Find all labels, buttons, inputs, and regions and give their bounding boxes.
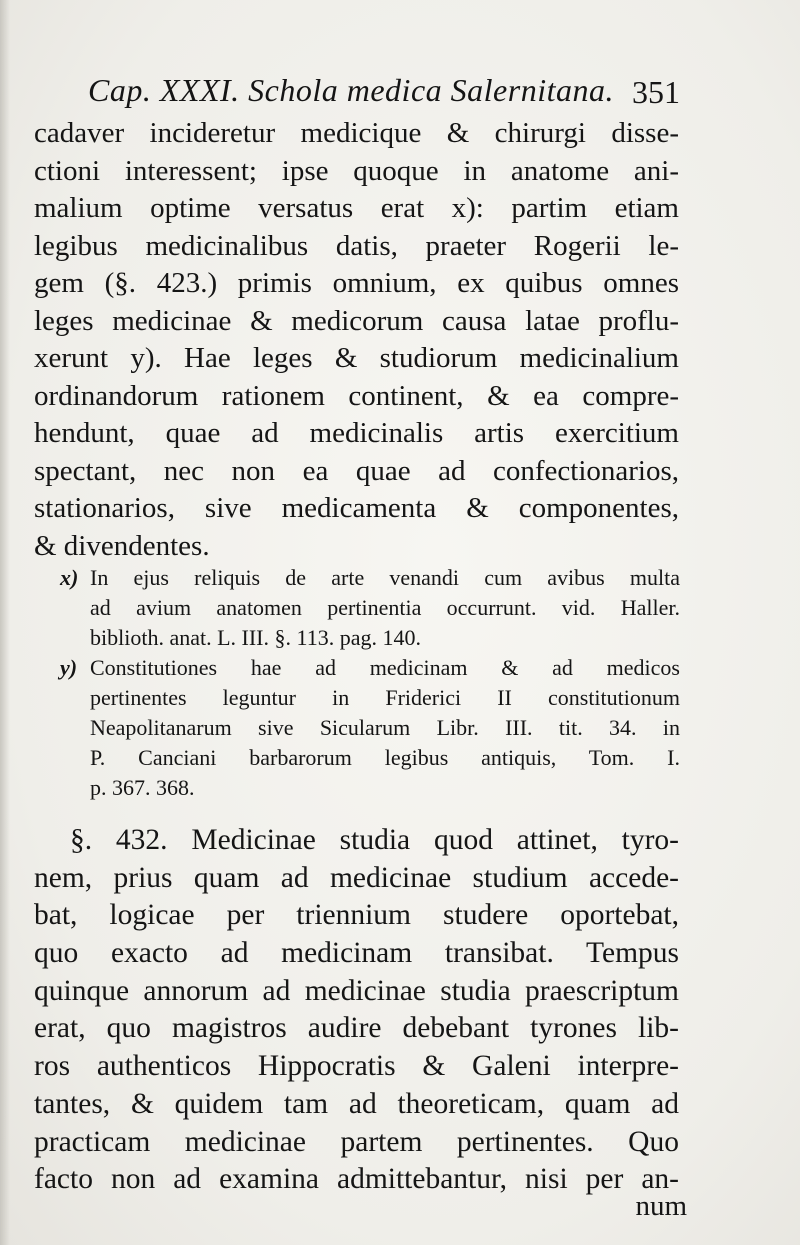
footnote-y-line	[60, 653, 680, 683]
section-line: ros authenticos Hippocratis & Galeni interpre-	[34, 1050, 679, 1083]
footnotes	[60, 563, 680, 803]
page-gutter-shadow	[0, 0, 10, 1245]
text-line: xerunt y). Hae leges & studiorum medicinalium	[34, 342, 679, 374]
section-line: erat, quo magistros audire debebant tyrones lib-	[34, 1012, 679, 1045]
section-line: practicam medicinae partem pertinentes. Quo	[34, 1125, 679, 1158]
section-line: quo exacto ad medicinam transibat. Tempus	[34, 937, 679, 970]
text-line: cadaver incideretur medicique & chirurgi disse-	[34, 117, 679, 149]
text-line: ordinandorum rationem continent, & ea compre-	[34, 379, 679, 412]
footnote-x-line: ad avium anatomen pertinentia occurrunt. vid. Haller.	[90, 595, 680, 620]
footnote-text: Constitutiones hae ad medicinam & ad medicos	[90, 655, 680, 680]
section-line: bat, logicae per triennium studere oportebat,	[34, 899, 679, 932]
text-line: ctioni interessent; ipse quoque in anatome ani-	[34, 154, 679, 187]
text-line: & divendentes.	[34, 529, 210, 562]
text-line: gem (§. 423.) primis omnium, ex quibus omnes	[34, 267, 679, 299]
text-line: malium optime versatus erat x): partim etiam	[34, 192, 679, 224]
footnote-x-line	[60, 563, 680, 593]
section-line: facto non ad examina admittebantur, nisi per an-	[34, 1163, 679, 1196]
footnote-marker: y)	[60, 655, 78, 680]
footnote-y-line: P. Canciani barbarorum legibus antiquis, Tom. I.	[90, 745, 680, 770]
footnote-y-line: pertinentes leguntur in Friderici II constitutionum	[90, 685, 680, 710]
text-line: spectant, nec non ea quae ad confectionarios,	[34, 454, 679, 487]
text-line: leges medicinae & medicorum causa latae proflu-	[34, 304, 679, 337]
section-line: tantes, & quidem tam ad theoreticam, quam ad	[34, 1087, 679, 1120]
page-number: 351	[632, 74, 680, 110]
main-paragraph	[34, 115, 679, 565]
running-head: Cap. XXXI. Schola medica Salernitana.	[88, 72, 614, 108]
footnote-y-line: p. 367. 368.	[90, 775, 195, 800]
section-line: §. 432. Medicinae studia quod attinet, tyro-	[70, 824, 679, 856]
page-header	[88, 72, 688, 112]
catchword: num	[635, 1190, 687, 1222]
footnote-marker: x)	[60, 565, 79, 590]
footnote-y-line: Neapolitanarum sive Sicularum Libr. III. tit. 34. in	[90, 715, 680, 740]
section-line: nem, prius quam ad medicinae studium accede-	[34, 861, 679, 894]
footnote-x-line: biblioth. anat. L. III. §. 113. pag. 140.	[90, 625, 421, 650]
section-line: quinque annorum ad medicinae studia praescriptum	[34, 974, 679, 1007]
text-line: hendunt, quae ad medicinalis artis exercitium	[34, 417, 679, 449]
text-line: stationarios, sive medicamenta & componentes,	[34, 492, 679, 524]
footnote-text: In ejus reliquis de arte venandi cum avibus multa	[90, 565, 680, 590]
text-line: legibus medicinalibus datis, praeter Rogerii le-	[34, 229, 679, 262]
section-432	[34, 822, 679, 1199]
